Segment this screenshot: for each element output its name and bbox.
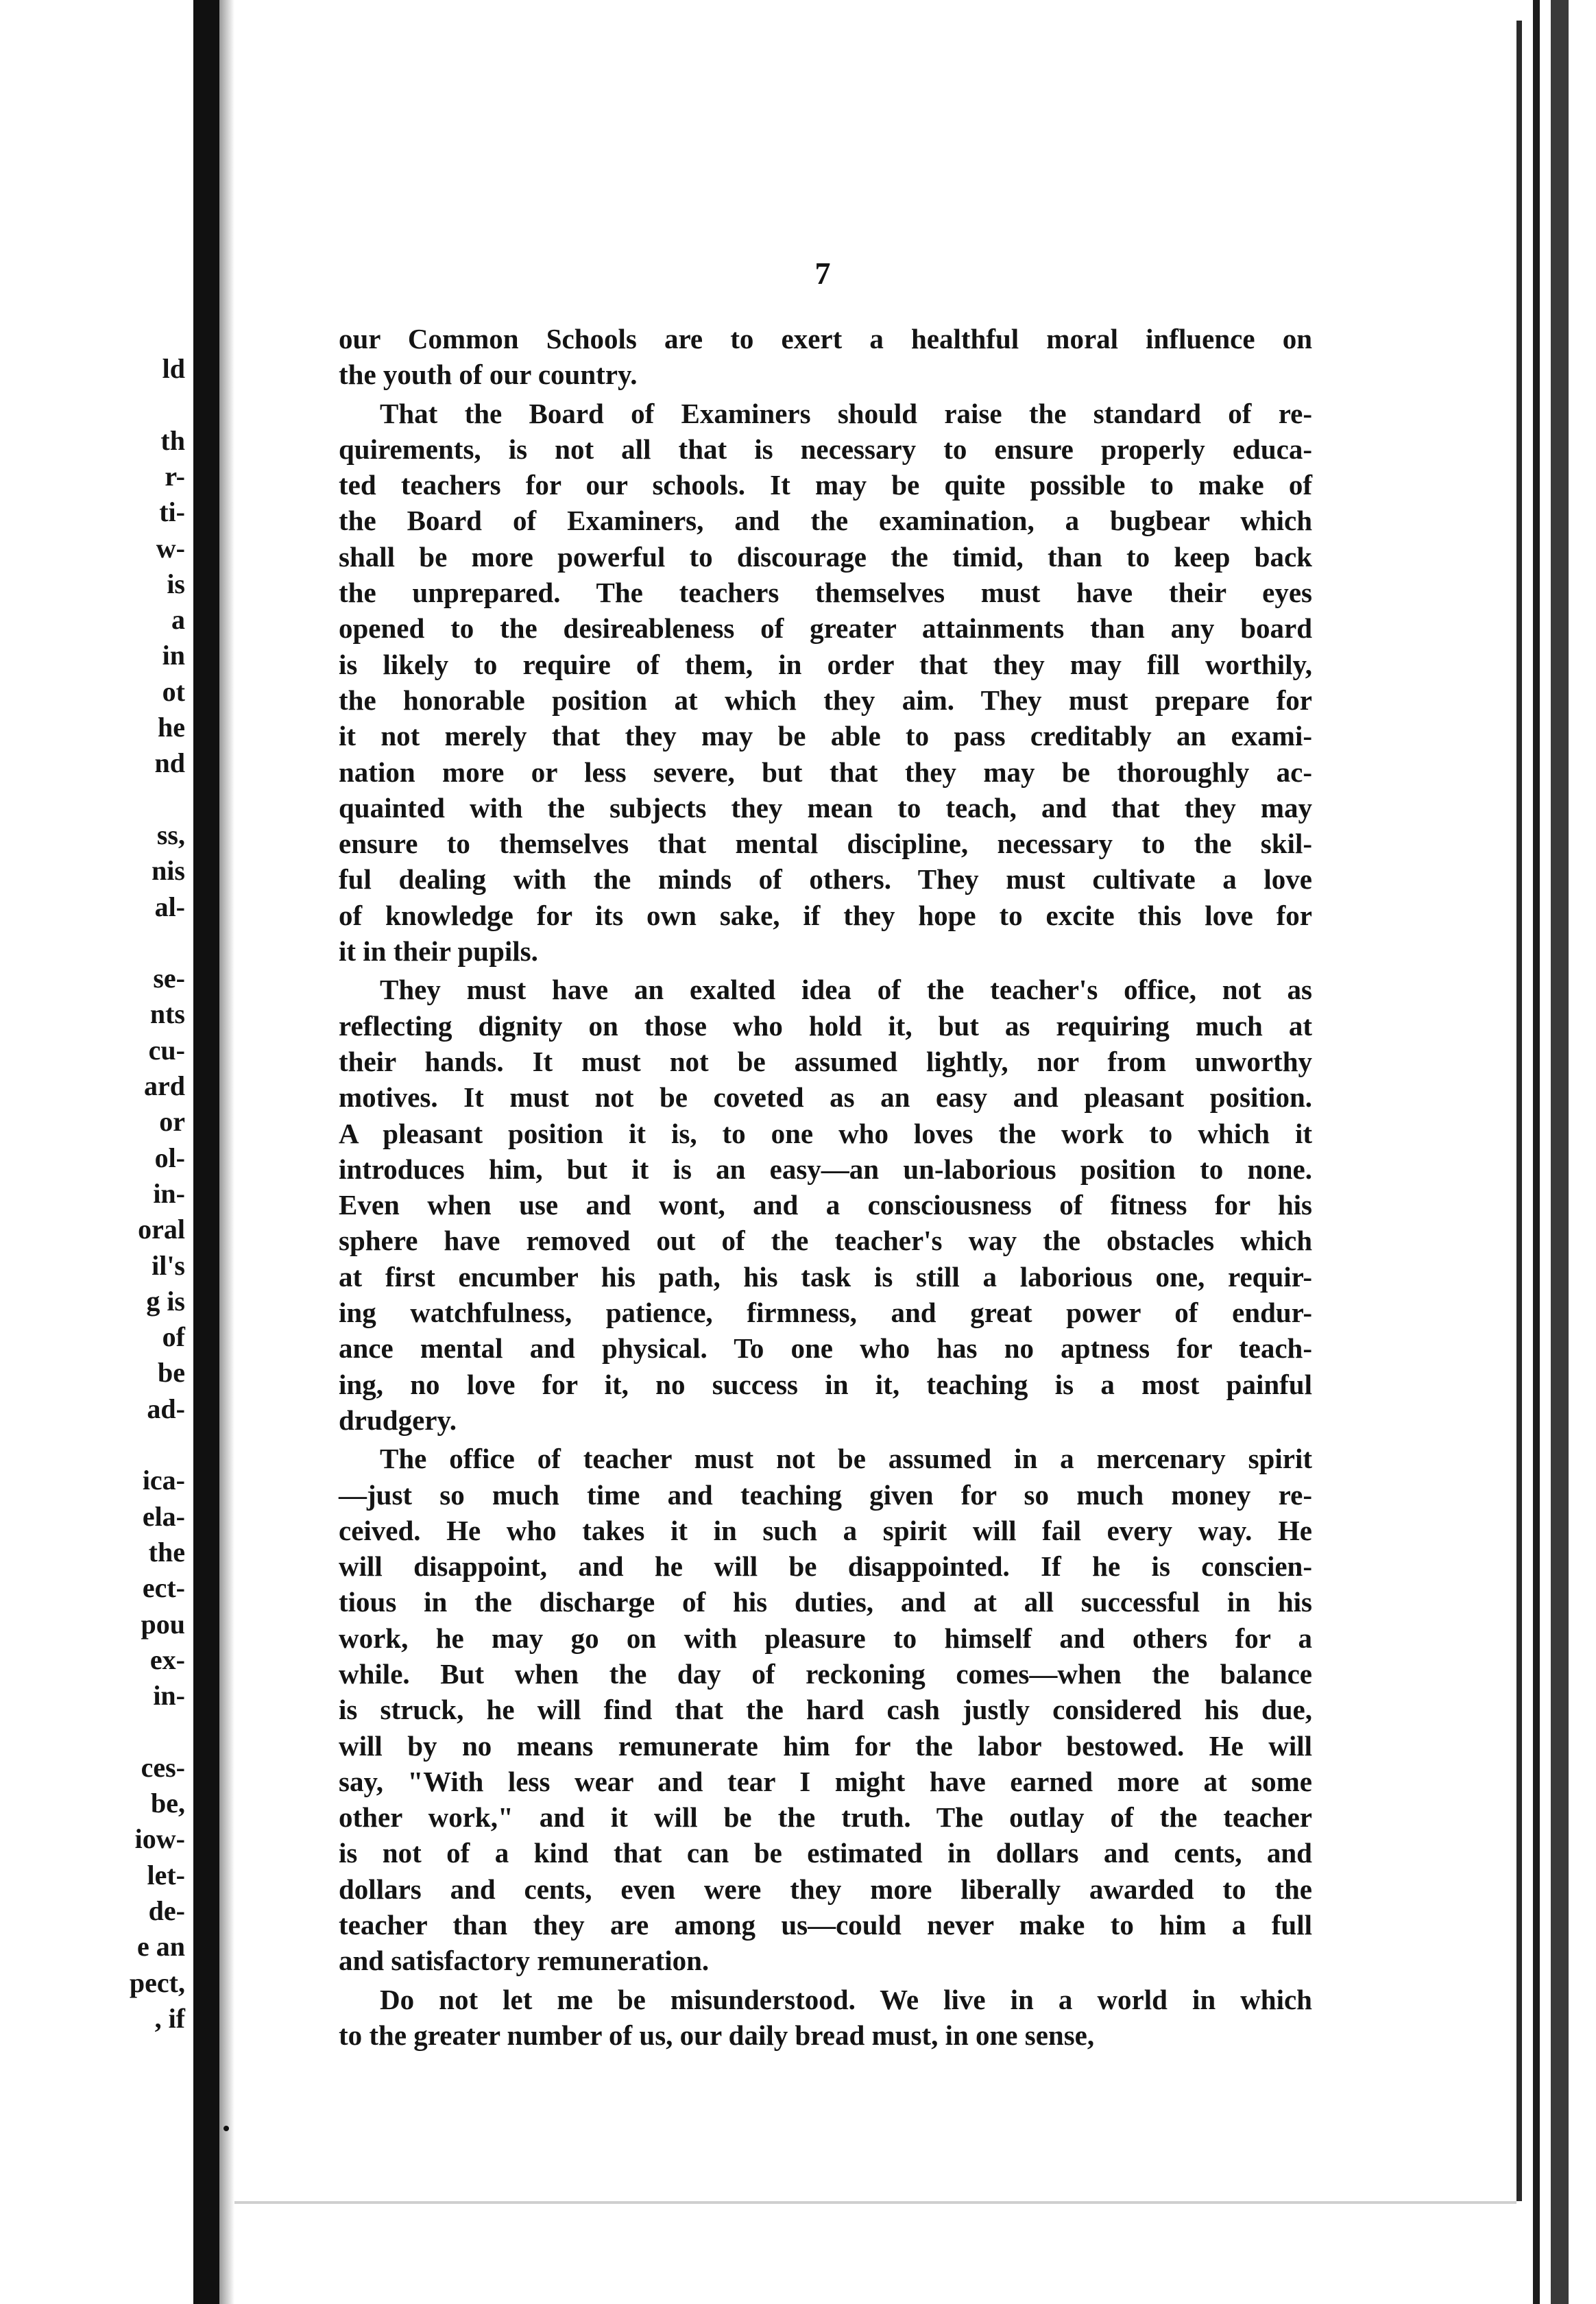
text-line: reflecting dignity on those who hold it, but as requiring much at [339, 1009, 1312, 1042]
text-line: ful dealing with the minds of others. They must cultivate a love [339, 863, 1312, 896]
paragraph [339, 321, 1312, 393]
gutter-shadow [219, 0, 234, 2304]
paragraph [339, 972, 1312, 1438]
text-line: shall be more powerful to discourage the timid, than to keep back [339, 540, 1312, 573]
text-line: motives. It must not be coveted as an easy and pleasant position. [339, 1081, 1312, 1114]
text-line: will disappoint, and he will be disappointed. If he is conscien- [339, 1550, 1312, 1583]
left-page-line-fragment: in- [153, 1177, 185, 1209]
text-line: teacher than they are among us—could never make to him a full [339, 1909, 1312, 1941]
text-line: A pleasant position it is, to one who loves the work to which it [339, 1117, 1312, 1149]
left-page-line-fragment: cu- [148, 1034, 185, 1066]
body-text [339, 321, 1312, 2053]
left-page-line-fragment: ica- [142, 1465, 185, 1496]
text-line: drudgery. [339, 1404, 457, 1436]
left-page-line-fragment: in- [153, 1680, 185, 1712]
text-line: the honorable position at which they aim. They must prepare for [339, 684, 1312, 716]
left-page-line-fragment: , if [154, 2002, 185, 2034]
left-page-line-fragment: he [158, 712, 185, 743]
paragraph [339, 1982, 1312, 2054]
left-page-line-fragment: ad- [147, 1393, 185, 1424]
page-number: 7 [814, 256, 831, 291]
left-page-line-fragment: be, [151, 1788, 185, 1819]
left-page-line-fragment: in [162, 640, 185, 671]
text-line: ted teachers for our schools. It may be quite possible to make of [339, 469, 1312, 501]
page-bottom-edge [234, 2201, 1516, 2204]
left-page-line-fragment: nis [152, 855, 185, 887]
text-line: their hands. It must not be assumed lightly, nor from unworthy [339, 1045, 1312, 1077]
left-page-line-fragment: ot [162, 675, 185, 707]
left-page-line-fragment: th [160, 424, 185, 456]
left-page-line-fragment: of [162, 1321, 185, 1353]
left-page-line-fragment: ex- [149, 1644, 185, 1675]
left-page-line-fragment: is [167, 568, 185, 599]
left-page-line-fragment: ect- [142, 1572, 185, 1604]
text-line: will by no means remunerate him for the labor bestowed. He will [339, 1729, 1312, 1762]
text-line: They must have an exalted idea of the teacher's office, not as [380, 974, 1312, 1006]
left-page-line-fragment: a [171, 604, 185, 636]
text-line: of knowledge for its own sake, if they hope to excite this love for [339, 899, 1312, 931]
text-line: —just so much time and teaching given for so much money re- [339, 1478, 1312, 1511]
text-line: is not of a kind that can be estimated in dollars and cents, and [339, 1837, 1312, 1869]
text-line: ceived. He who takes it in such a spirit will fail every way. He [339, 1514, 1312, 1546]
text-line: it in their pupils. [339, 935, 538, 968]
left-page-line-fragment: the [148, 1536, 185, 1568]
page-gutter [193, 0, 219, 2304]
left-page-line-fragment: or [159, 1106, 185, 1138]
paragraph [339, 1441, 1312, 1978]
text-line: tious in the discharge of his duties, and at all successful in his [339, 1586, 1312, 1618]
text-line: other work," and it will be the truth. The outlay of the teacher [339, 1801, 1312, 1834]
text-line: quirements, is not all that is necessary to ensure properly educa- [339, 433, 1312, 465]
page-edge [1551, 0, 1569, 2304]
text-line: is likely to require of them, in order that they may fill worthily, [339, 648, 1312, 680]
text-line: and satisfactory remuneration. [339, 1945, 710, 1977]
text-line: Even when use and wont, and a consciousness of fitness for his [339, 1189, 1312, 1221]
facing-page-left [0, 0, 193, 2304]
text-line: to the greater number of us, our daily bread must, in one sense, [339, 2019, 1095, 2051]
left-page-line-fragment: ela- [142, 1500, 185, 1532]
left-page-line-fragment: nd [154, 747, 185, 779]
scan-speck [223, 2126, 229, 2131]
left-page-line-fragment: de- [148, 1895, 185, 1926]
left-page-line-fragment: pou [141, 1608, 185, 1640]
text-line: The office of teacher must not be assumed in a mercenary spirit [380, 1443, 1312, 1475]
left-page-line-fragment: be [158, 1357, 185, 1389]
left-page-line-fragment: oral [138, 1214, 185, 1245]
left-page-line-fragment: al- [154, 891, 185, 922]
left-page-line-fragment: iow- [134, 1823, 185, 1855]
left-page-line-fragment: let- [147, 1859, 185, 1891]
text-line: the Board of Examiners, and the examination, a bugbear which [339, 505, 1312, 537]
paragraph [339, 396, 1312, 970]
text-line: the youth of our country. [339, 359, 638, 391]
text-line: the unprepared. The teachers themselves must have their eyes [339, 577, 1312, 609]
left-page-line-fragment: g is [146, 1285, 185, 1317]
text-line: sphere have removed out of the teacher's way the obstacles which [339, 1225, 1312, 1257]
text-line: at first encumber his path, his task is still a laborious one, requir- [339, 1260, 1312, 1293]
text-line: ance mental and physical. To one who has no aptness for teach- [339, 1332, 1312, 1365]
text-line: ensure to themselves that mental discipline, necessary to the skil- [339, 828, 1312, 860]
left-page-line-fragment: ss, [156, 819, 185, 850]
text-line: is struck, he will find that the hard cash justly considered his due, [339, 1694, 1312, 1726]
left-page-line-fragment: pect, [129, 1967, 185, 1998]
left-page-line-fragment: se- [153, 963, 185, 994]
text-line: work, he may go on with pleasure to himself and others for a [339, 1622, 1312, 1654]
left-page-line-fragment: ard [144, 1070, 185, 1101]
text-line: say, "With less wear and tear I might have earned more at some [339, 1765, 1312, 1797]
left-page-line-fragment: ol- [154, 1142, 185, 1173]
text-line: nation more or less severe, but that they may be thoroughly ac- [339, 756, 1312, 788]
page-edge [1516, 21, 1522, 2201]
text-line: dollars and cents, even were they more liberally awarded to the [339, 1873, 1312, 1905]
text-line: That the Board of Examiners should raise the standard of re- [380, 397, 1312, 429]
page-edge [1533, 0, 1540, 2304]
text-line: it not merely that they may be able to pass creditably an exami- [339, 720, 1312, 752]
left-page-line-fragment: il's [152, 1249, 185, 1281]
text-line: quainted with the subjects they mean to teach, and that they may [339, 791, 1312, 824]
left-page-line-fragment: r- [165, 460, 185, 492]
text-line: opened to the desireableness of greater attainments than any board [339, 612, 1312, 645]
left-page-line-fragment: nts [149, 998, 185, 1030]
left-page-line-fragment: ces- [141, 1751, 185, 1783]
left-page-line-fragment: w- [156, 532, 185, 564]
text-line: Do not let me be misunderstood. We live in a world in which [380, 1983, 1312, 2015]
text-line: our Common Schools are to exert a healthful moral influence on [339, 323, 1312, 355]
left-page-line-fragment: ti- [159, 496, 185, 528]
text-line: while. But when the day of reckoning comes—when the balance [339, 1657, 1312, 1690]
left-page-line-fragment: ld [162, 353, 185, 384]
text-line: ing, no love for it, no success in it, teaching is a most painful [339, 1368, 1312, 1400]
left-page-line-fragment: e an [137, 1931, 185, 1963]
text-line: ing watchfulness, patience, firmness, and great power of endur- [339, 1297, 1312, 1329]
text-line: introduces him, but it is an easy—an un-laborious position to none. [339, 1153, 1312, 1185]
